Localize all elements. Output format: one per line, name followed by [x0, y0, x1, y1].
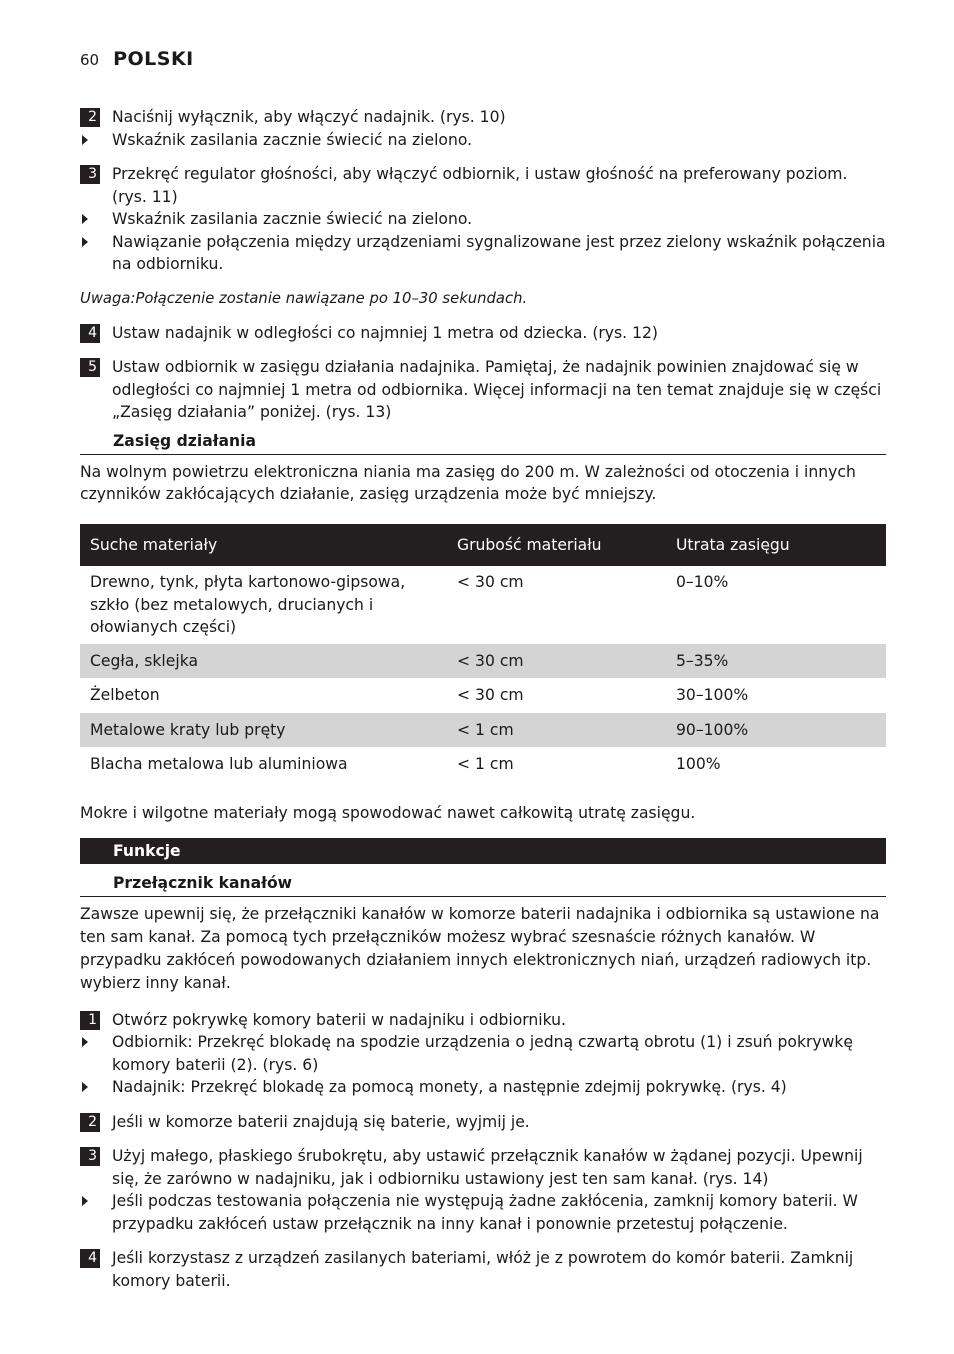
bullet-text: Nawiązanie połączenia między urządzeniami sygnalizowane jest przez zielony wskaźnik połączenia na odbiorniku. [112, 232, 886, 273]
step-item [80, 1111, 886, 1134]
table-row [80, 678, 886, 713]
step-item [80, 163, 886, 208]
range-after-note: Mokre i wilgotne materiały mogą spowodować nawet całkowitą utratę zasięgu. [80, 803, 696, 822]
table-cell: 30–100% [676, 686, 749, 705]
section-bar-functions: Funkcje [80, 838, 886, 864]
table-cell: 90–100% [666, 713, 886, 748]
table-cell: < 1 cm [457, 755, 514, 774]
table-cell: Żelbeton [90, 686, 160, 705]
bullet-text: Wskaźnik zasilania zacznie świecić na zielono. [112, 210, 473, 228]
table-row [80, 713, 886, 748]
step-number: 4 [80, 1249, 100, 1268]
step-number: 3 [80, 165, 100, 184]
step-number: 5 [80, 358, 100, 377]
table-cell: < 1 cm [447, 713, 666, 748]
page-content [80, 106, 886, 1292]
step-text: Użyj małego, płaskiego śrubokrętu, aby ustawić przełącznik kanałów w żądanej pozycji. Upewnij się, że zarówno w nadajniku, jak i odbiorniku ustawiony jest ten sam kanał. (rys. 14) [112, 1147, 863, 1188]
bullet-text: Jeśli podczas testowania połączenia nie występują żadne zakłócenia, zamknij komory baterii. W przypadku zakłóceń ustaw przełącznik na inny kanał i ponownie przetestuj połączenie. [112, 1192, 858, 1233]
step-text: Otwórz pokrywkę komory baterii w nadajniku i odbiorniku. [112, 1010, 566, 1029]
table-cell: < 30 cm [447, 644, 666, 679]
table-cell: Cegła, sklejka [80, 644, 447, 679]
table-row [80, 644, 886, 679]
subsection-heading-channel-switch: Przełącznik kanałów [80, 872, 886, 897]
step-number: 4 [80, 324, 100, 343]
step-number: 2 [80, 108, 100, 127]
triangle-bullet-icon [80, 1031, 100, 1053]
page-number: 60 [80, 51, 100, 69]
step-item [80, 356, 886, 424]
step-number: 1 [80, 1011, 100, 1030]
table-row [80, 747, 886, 782]
step-text: Ustaw nadajnik w odległości co najmniej 1 metra od dziecka. (rys. 12) [112, 323, 659, 342]
column-header: Suche materiały [80, 524, 447, 566]
triangle-bullet-icon [80, 208, 100, 230]
triangle-bullet-icon [80, 231, 100, 253]
step-text: Jeśli korzystasz z urządzeń zasilanych bateriami, włóż je z powrotem do komór baterii. Zamknij komory baterii. [112, 1249, 854, 1290]
bullet-item [80, 129, 886, 152]
table-cell: < 30 cm [457, 573, 524, 592]
step-text: Ustaw odbiornik w zasięgu działania nadajnika. Pamiętaj, że nadajnik powinien znajdować się w odległości co najmniej 1 metra od odbiornika. Więcej informacji na ten temat znajduje się w części „Zasięg działania” poniżej. (rys. 13) [112, 358, 882, 421]
bullet-item [80, 1076, 886, 1099]
table-cell: < 30 cm [457, 686, 524, 705]
step-number: 3 [80, 1147, 100, 1166]
step-item [80, 1247, 886, 1292]
table-cell: 5–35% [666, 644, 886, 679]
step-item [80, 1145, 886, 1190]
bullet-text: Odbiornik: Przekręć blokadę na spodzie urządzenia o jedną czwartą obrotu (1) i zsuń pokrywkę komory baterii (2). (rys. 6) [112, 1033, 853, 1074]
table-cell: 0–10% [676, 573, 729, 592]
table-header-row [80, 524, 886, 566]
column-header: Utrata zasięgu [666, 524, 886, 566]
triangle-bullet-icon [80, 1076, 100, 1098]
bullet-text: Wskaźnik zasilania zacznie świecić na zielono. [112, 130, 473, 149]
section-heading-range: Zasięg działania [80, 430, 886, 455]
channel-intro: Zawsze upewnij się, że przełączniki kanałów w komorze baterii nadajnika i odbiornika są ustawione na ten sam kanał. Za pomocą tych przełączników możesz wybrać szesnaście różnych kanałów. W przypadku zakłóceń powodowanych działaniem innych elektronicznych niań, urządzeń radiowych itp. wybierz inny kanał. [80, 905, 880, 992]
step-number: 2 [80, 1113, 100, 1132]
language-title: POLSKI [113, 48, 194, 70]
triangle-bullet-icon [80, 129, 100, 151]
range-table [80, 524, 886, 782]
bullet-text: Nadajnik: Przekręć blokadę za pomocą monety, a następnie zdejmij pokrywkę. (rys. 4) [112, 1078, 787, 1097]
table-cell: 100% [676, 755, 721, 774]
table-cell: Metalowe kraty lub pręty [80, 713, 447, 748]
page-header [80, 48, 194, 72]
step-item [80, 322, 886, 345]
bullet-item [80, 231, 886, 276]
bullet-item [80, 1190, 886, 1235]
table-cell: Drewno, tynk, płyta kartonowo-gipsowa, szkło (bez metalowych, drucianych i ołowianych części) [90, 573, 406, 637]
step-item [80, 1009, 886, 1032]
step-text: Naciśnij wyłącznik, aby włączyć nadajnik. (rys. 10) [112, 108, 506, 126]
table-row [80, 566, 886, 644]
column-header: Grubość materiału [447, 524, 666, 566]
triangle-bullet-icon [80, 1190, 100, 1212]
bullet-item [80, 208, 886, 231]
note-text: Uwaga:Połączenie zostanie nawiązane po 10–30 sekundach. [80, 289, 528, 307]
step-text: Jeśli w komorze baterii znajdują się baterie, wyjmij je. [112, 1112, 530, 1131]
bullet-item [80, 1031, 886, 1076]
table-cell: Blacha metalowa lub aluminiowa [90, 755, 348, 774]
step-item [80, 106, 886, 129]
step-text: Przekręć regulator głośności, aby włączyć odbiornik, i ustaw głośność na preferowany poziom. (rys. 11) [112, 165, 848, 206]
range-intro: Na wolnym powietrzu elektroniczna niania ma zasięg do 200 m. W zależności od otoczenia i innych czynników zakłócających działanie, zasięg urządzenia może być mniejszy. [80, 462, 856, 504]
